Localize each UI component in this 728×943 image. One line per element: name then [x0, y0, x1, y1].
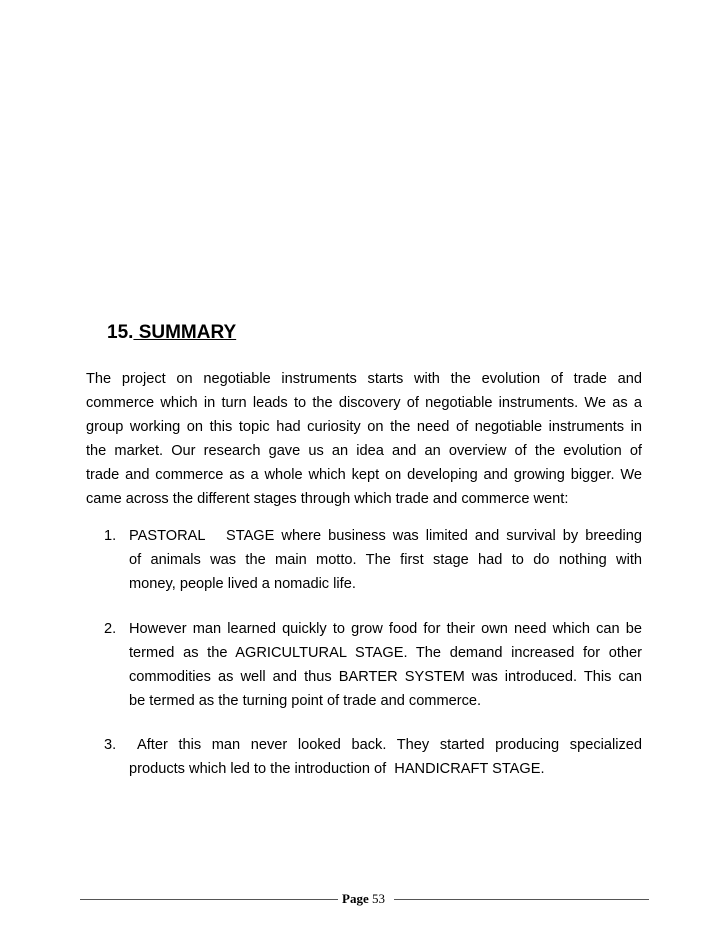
intro-line: commerce which in turn leads to the discovery of negotiable instruments. We as a: [86, 395, 642, 411]
intro-line: trade and commerce as a whole which kept on developing and growing bigger. We: [86, 467, 642, 483]
footer-rule-left: [80, 899, 338, 900]
intro-line: came across the different stages through which trade and commerce went:: [86, 491, 569, 507]
list-line: commodities as well and thus BARTER SYSTEM was introduced. This can: [129, 669, 642, 685]
intro-line: The project on negotiable instruments starts with the evolution of trade and: [86, 371, 642, 387]
list-line: PASTORAL STAGE where business was limited and survival by breeding: [129, 528, 642, 544]
page-word: Page: [342, 891, 369, 906]
page-number: 53: [371, 891, 385, 906]
list-item: [129, 524, 642, 596]
section-heading: [107, 322, 236, 344]
list-line: money, people lived a nomadic life.: [129, 576, 356, 592]
page-footer: [342, 891, 385, 907]
list-line: termed as the AGRICULTURAL STAGE. The demand increased for other: [129, 645, 642, 661]
list-number: 2.: [104, 621, 117, 637]
intro-line: group working on this topic had curiosity on the need of negotiable instruments in: [86, 419, 642, 435]
section-number: 15.: [107, 322, 134, 343]
list-line: However man learned quickly to grow food for their own need which can be: [129, 621, 642, 637]
footer-rule-right: [394, 899, 649, 900]
list-line: After this man never looked back. They started producing specialized: [137, 737, 642, 753]
section-title: SUMMARY: [133, 322, 237, 343]
list-number: 1.: [104, 528, 117, 544]
list-line: products which led to the introduction of HANDICRAFT STAGE.: [129, 761, 545, 777]
list-number: 3.: [104, 737, 117, 753]
intro-line: the market. Our research gave us an idea and an overview of the evolution of: [86, 443, 642, 459]
list-item: [129, 617, 642, 713]
list-line: be termed as the turning point of trade and commerce.: [129, 693, 482, 709]
list-item: [129, 733, 642, 781]
list-line: of animals was the main motto. The first stage had to do nothing with: [129, 552, 642, 568]
intro-paragraph: [86, 367, 642, 511]
